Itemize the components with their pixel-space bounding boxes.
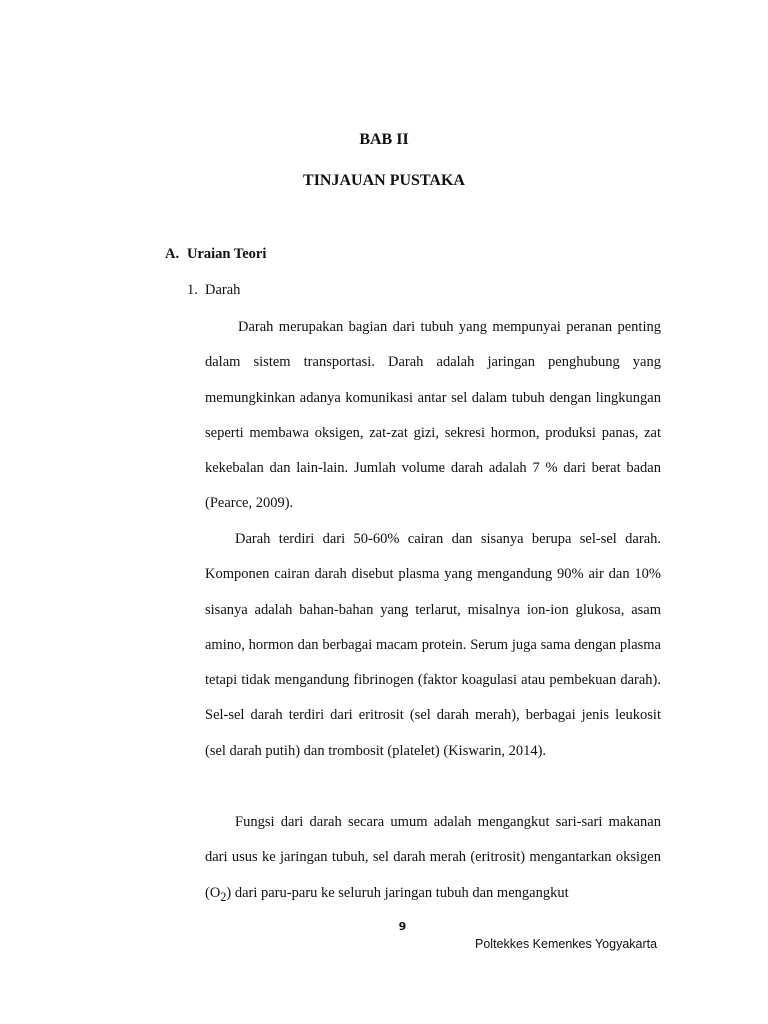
paragraph-1: [205, 310, 661, 522]
subsection-heading: [187, 282, 240, 299]
section-marker: A.: [165, 246, 180, 262]
subsection-title: Darah: [205, 282, 241, 298]
paragraph-text: Darah merupakan bagian dari tubuh yang mempunyai peranan penting dalam sistem transportasi. Darah adalah jaringan penghubung yang memungkinkan adanya komunikasi antar sel dalam tubuh dengan lingkungan seperti membawa oksigen, zat-zat gizi, sekresi hormon, produksi panas, zat kekebalan dan lain-lain. Jumlah volume darah adalah 7 % dari berat badan (Pearce, 2009).: [205, 319, 661, 512]
subsection-marker: 1.: [187, 282, 198, 298]
paragraph-3: [205, 805, 661, 915]
paragraph-text: [205, 805, 661, 915]
paragraph-2: [205, 522, 661, 769]
section-heading: [165, 246, 266, 263]
section-title: Uraian Teori: [187, 246, 267, 262]
paragraph-text-part: ) dari paru-paru ke seluruh jaringan tubuh dan mengangkut: [226, 884, 569, 901]
page-number: 9: [398, 920, 407, 933]
paragraph-text: Darah terdiri dari 50-60% cairan dan sisanya berupa sel-sel darah. Komponen cairan darah disebut plasma yang mengandung 90% air dan 10% sisanya adalah bahan-bahan yang terlarut, misalnya ion-ion glukosa, asam amino, hormon dan berbagai macam protein. Serum juga sama dengan plasma tetapi tidak mengandung fibrinogen (faktor koagulasi atau pembekuan darah). Sel-sel darah terdiri dari eritrosit (sel darah merah), berbagai jenis leukosit (sel darah putih) dan trombosit (platelet) (Kiswarin, 2014).: [205, 531, 661, 759]
chapter-number: BAB II: [359, 131, 409, 148]
footer-institution: Poltekkes Kemenkes Yogyakarta: [475, 937, 658, 951]
subscript-two: 2: [220, 889, 227, 904]
chapter-title: TINJAUAN PUSTAKA: [303, 172, 465, 189]
paragraph-text-part: Fungsi dari darah secara umum adalah mengangkut sari-sari makanan dari usus ke jaringan tubuh, sel darah merah (eritrosit) mengantarkan oksigen (O: [205, 814, 661, 901]
